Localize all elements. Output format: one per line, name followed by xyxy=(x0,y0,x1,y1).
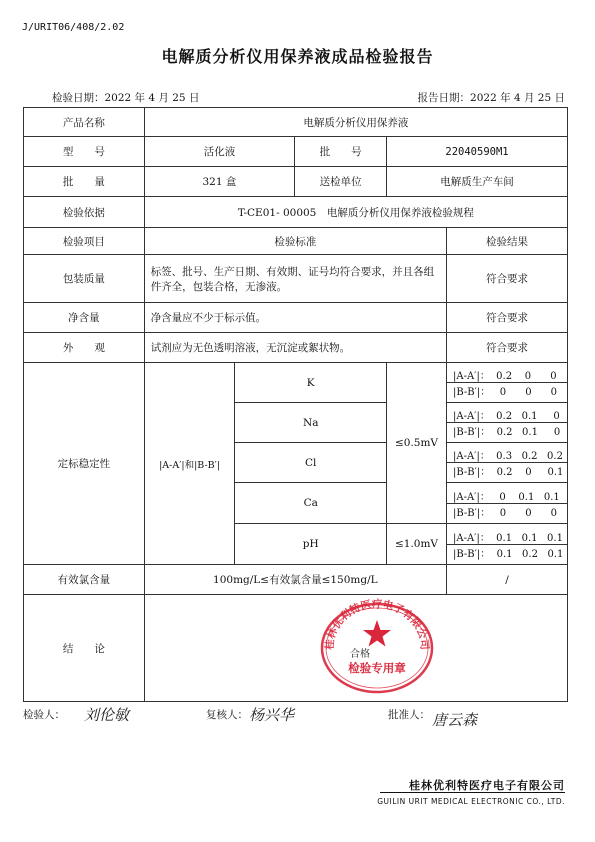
seal-star-icon xyxy=(363,620,391,647)
result-k-aa: |A-A′|： 0.2 0 0 xyxy=(452,371,557,382)
department-label: 送检单位 xyxy=(295,167,387,197)
conclusion-label: 结 论 xyxy=(24,595,145,702)
result-ph-aa: |A-A′|： 0.1 0.1 0.1 xyxy=(452,532,563,544)
items-header: 检验项目 xyxy=(24,228,145,255)
quantity-value: 321 盒 xyxy=(144,167,295,197)
ion-k: K xyxy=(235,363,387,403)
ion-na: Na xyxy=(235,403,387,443)
seal-pass-text: 合格 xyxy=(350,649,370,660)
document-code: J/URIT06/408/2.02 xyxy=(22,22,125,33)
net-content-standard: 净含量应不少于标示值。 xyxy=(144,303,446,333)
basis-label: 检验依据 xyxy=(24,197,145,228)
basis-value: T-CE01- 00005 电解质分析仪用保养液检验规程 xyxy=(144,197,567,228)
model-value: 活化液 xyxy=(144,137,295,167)
approver-label: 批准人： xyxy=(388,709,430,721)
footer-divider xyxy=(380,792,565,793)
net-content-result: 符合要求 xyxy=(446,303,567,333)
inspector-label: 检验人： xyxy=(23,709,65,721)
standard-header: 检验标准 xyxy=(144,228,446,255)
batch-no-value: 22040590M1 xyxy=(387,137,568,167)
footer-company-en: GUILIN URIT MEDICAL ELECTRONIC CO., LTD. xyxy=(377,797,565,806)
packaging-label: 包装质量 xyxy=(24,255,145,303)
reviewer-label: 复核人： xyxy=(206,709,248,721)
result-na-aa: |A-A′|： 0.2 0.1 0 xyxy=(452,411,560,422)
appearance-label: 外 观 xyxy=(24,333,145,363)
chlorine-label: 有效氯含量 xyxy=(24,565,145,595)
seal-ring-text: 桂林优利特医疗电子有限公司 xyxy=(323,598,431,651)
model-label: 型 号 xyxy=(24,137,145,167)
inspector-signature: 刘伦敏 xyxy=(84,706,130,724)
appearance-standard: 试剂应为无色透明溶液，无沉淀或絮状物。 xyxy=(144,333,446,363)
result-cl-bb: |B-B′|： 0.2 0 0.1 xyxy=(447,462,567,478)
product-name-label: 产品名称 xyxy=(24,108,145,137)
result-header: 检验结果 xyxy=(446,228,567,255)
result-na xyxy=(446,403,567,443)
inspection-date: 检验日期：2022 年 4 月 25 日 xyxy=(52,92,200,104)
product-name-value: 电解质分析仪用保养液 xyxy=(144,108,567,137)
result-ca-bb: |B-B′|： 0 0 0 xyxy=(447,503,567,519)
result-na-bb: |B-B′|： 0.2 0.1 0 xyxy=(447,422,567,438)
inspection-seal xyxy=(318,598,436,694)
quantity-label: 批 量 xyxy=(24,167,145,197)
appearance-result: 符合要求 xyxy=(446,333,567,363)
result-ph-bb: |B-B′|： 0.1 0.2 0.1 xyxy=(447,544,567,560)
approver-signature: 唐云森 xyxy=(432,711,478,729)
stability-label: 定标稳定性 xyxy=(24,363,145,565)
limit-ions: ≤0.5mV xyxy=(387,363,447,524)
report-title: 电解质分析仪用保养液成品检验报告 xyxy=(161,47,434,66)
result-cl xyxy=(446,443,567,483)
result-ca-aa: |A-A′|： 0 0.1 0.1 xyxy=(452,491,560,503)
department-value: 电解质生产车间 xyxy=(387,167,568,197)
footer-company-cn: 桂林优利特医疗电子有限公司 xyxy=(409,779,565,792)
result-k-bb: |B-B′|： 0 0 0 xyxy=(447,382,567,398)
chlorine-standard: 100mg/L≤有效氯含量≤150mg/L xyxy=(144,565,446,595)
result-cl-aa: |A-A′|： 0.3 0.2 0.2 xyxy=(452,451,563,462)
net-content-label: 净含量 xyxy=(24,303,145,333)
ion-ca: Ca xyxy=(235,483,387,524)
packaging-result: 符合要求 xyxy=(446,255,567,303)
report-table xyxy=(23,107,568,702)
packaging-standard: 标签、批号、生产日期、有效期、证号均符合要求，并且各组件齐全，包装合格，无渗液。 xyxy=(144,255,446,303)
report-date: 报告日期：2022 年 4 月 25 日 xyxy=(417,92,565,104)
result-ph xyxy=(446,524,567,565)
batch-no-label: 批 号 xyxy=(295,137,387,167)
ion-ph: pH xyxy=(235,524,387,565)
result-k xyxy=(446,363,567,403)
seal-main-text: 检验专用章 xyxy=(348,661,406,675)
ion-cl: Cl xyxy=(235,443,387,483)
result-ca xyxy=(446,483,567,524)
stability-standard: |A-A′|和|B-B′| xyxy=(144,363,235,565)
chlorine-result: / xyxy=(446,565,567,595)
reviewer-signature: 杨兴华 xyxy=(249,706,295,724)
limit-ph: ≤1.0mV xyxy=(387,524,447,565)
